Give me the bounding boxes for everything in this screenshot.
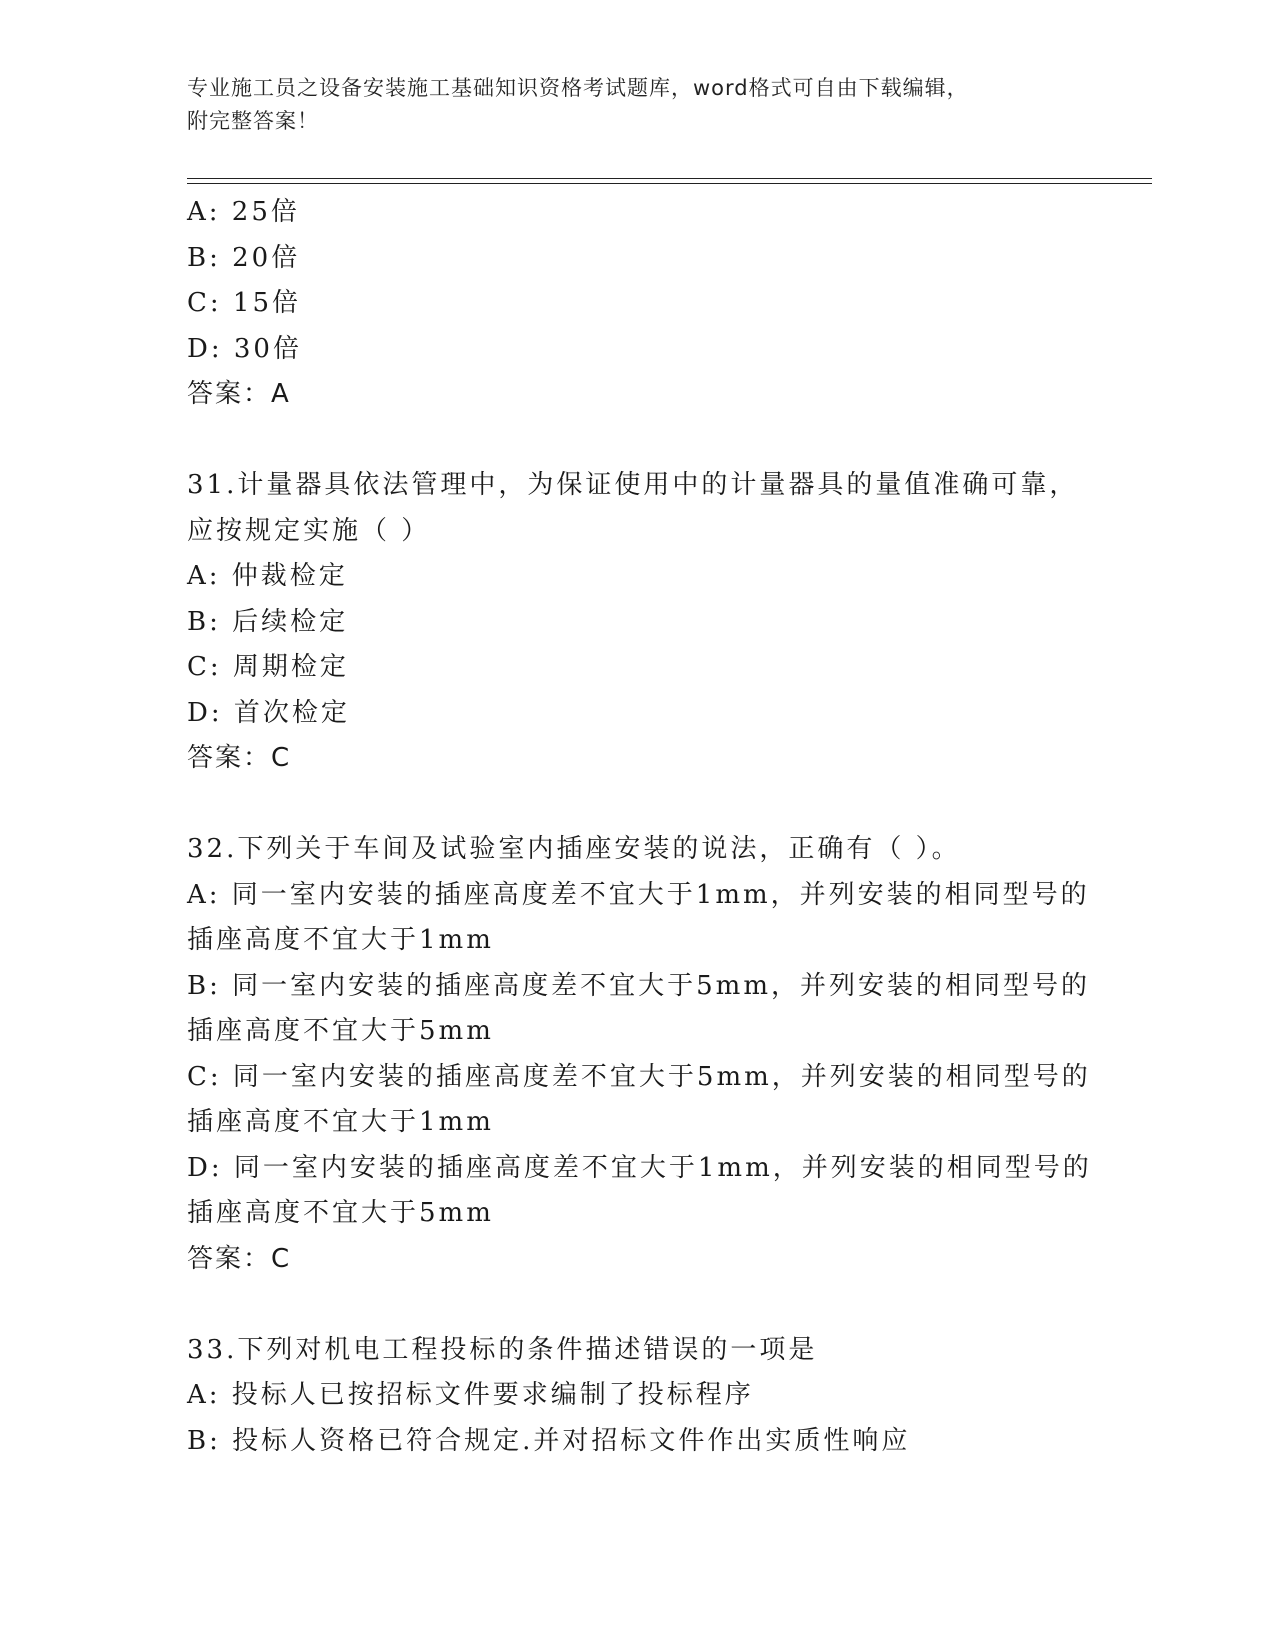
question-text-line-1: 32.下列关于车间及试验室内插座安装的说法，正确有（ ）。	[187, 834, 961, 864]
option-a-line-2: 插座高度不宜大于1mm	[187, 925, 494, 955]
question-text-line-1: 33.下列对机电工程投标的条件描述错误的一项是	[187, 1334, 818, 1365]
option-a: A: 25倍	[187, 197, 300, 227]
question-30-tail	[187, 190, 1152, 418]
answer: 答案：C	[187, 743, 292, 773]
option-b-line-1: B: 同一室内安装的插座高度差不宜大于5mm，并列安装的相同型号的	[187, 970, 1090, 1001]
option-c: C: 周期检定	[187, 652, 349, 682]
question-32	[187, 827, 1152, 1282]
option-b-line-2: 插座高度不宜大于5mm	[187, 1016, 494, 1046]
option-b: B: 20倍	[187, 242, 301, 273]
option-d: D: 30倍	[187, 333, 302, 364]
option-c-line-2: 插座高度不宜大于1mm	[187, 1107, 494, 1137]
question-text-line-2: 应按规定实施（ ）	[187, 515, 431, 546]
question-33	[187, 1328, 1152, 1465]
option-d-line-2: 插座高度不宜大于5mm	[187, 1198, 494, 1228]
option-a-line-1: A: 同一室内安装的插座高度差不宜大于1mm，并列安装的相同型号的	[187, 879, 1090, 910]
option-a: A: 投标人已按招标文件要求编制了投标程序	[187, 1380, 754, 1410]
option-d: D: 首次检定	[187, 697, 350, 728]
header-divider-bottom	[187, 183, 1152, 184]
question-list	[187, 190, 1152, 1464]
option-a: A: 仲裁检定	[187, 561, 348, 591]
option-b: B: 后续检定	[187, 606, 349, 637]
header-divider-top	[187, 178, 1152, 179]
header-line-2: 附完整答案！	[187, 109, 319, 133]
option-c: C: 15倍	[187, 288, 302, 318]
answer: 答案：C	[187, 1243, 292, 1274]
answer: 答案：A	[187, 379, 291, 409]
question-31	[187, 463, 1152, 782]
option-b: B: 投标人资格已符合规定.并对招标文件作出实质性响应	[187, 1425, 911, 1456]
question-text-line-1: 31.计量器具依法管理中，为保证使用中的计量器具的量值准确可靠，	[187, 470, 1079, 500]
option-d-line-1: D: 同一室内安装的插座高度差不宜大于1mm，并列安装的相同型号的	[187, 1152, 1092, 1183]
option-c-line-1: C: 同一室内安装的插座高度差不宜大于5mm，并列安装的相同型号的	[187, 1061, 1091, 1092]
document-header	[187, 72, 1087, 138]
header-line-1: 专业施工员之设备安装施工基础知识资格考试题库，word格式可自由下载编辑，	[187, 76, 969, 100]
